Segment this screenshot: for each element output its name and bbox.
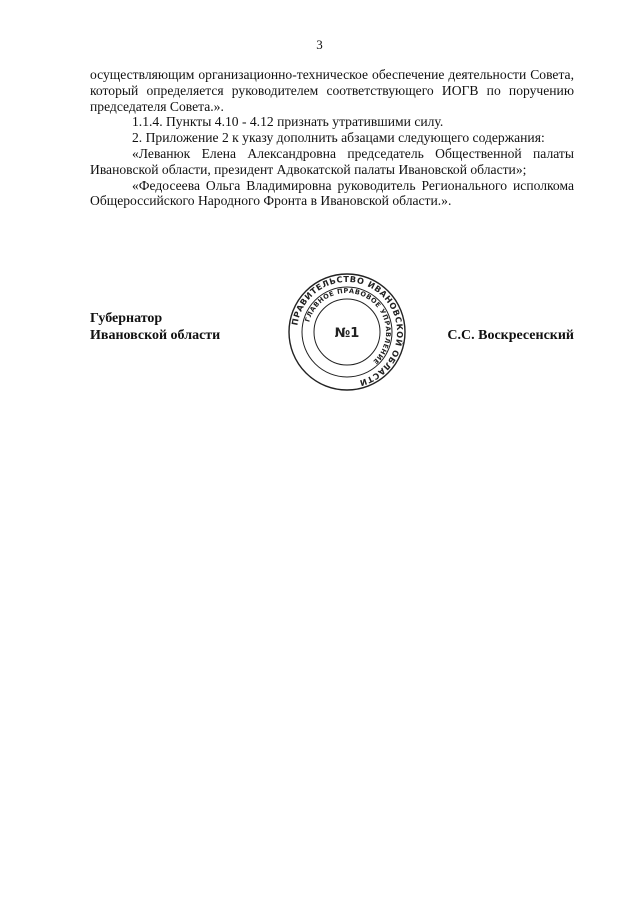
page-number: 3 (316, 37, 323, 52)
seal-inner-text: ГЛАВНОЕ ПРАВОВОЕ УПРАВЛЕНИЕ (303, 286, 393, 366)
signatory-title-line2: Ивановской области (90, 328, 221, 343)
document-body (90, 67, 574, 209)
seal-outer-text: ПРАВИТЕЛЬСТВО ИВАНОВСКОЙ ОБЛАСТИ (289, 273, 406, 389)
paragraph-fedoseeva: «Федосеева Ольга Владимировна руководитель Регионального исполкома Общероссийского Народного Фронта в Ивановской области.». (90, 177, 574, 209)
official-seal (287, 272, 407, 392)
signatory-title (90, 310, 220, 344)
paragraph-levanyuk: «Леванюк Елена Александровна председатель Общественной палаты Ивановской области, президент Адвокатской палаты Ивановской области»; (90, 145, 574, 177)
signatory-title-line1: Губернатор (90, 311, 163, 326)
seal-number: №1 (334, 326, 360, 341)
signatory-name: С.С. Воскресенский (447, 328, 574, 343)
paragraph-item-2: 2. Приложение 2 к указу дополнить абзацами следующего содержания: (132, 130, 545, 146)
paragraph-continuation: осуществляющим организационно-техническое обеспечение деятельности Совета, который определяется руководителем соответствующего ИОГВ по поручению председателя Совета.». (90, 67, 574, 114)
paragraph-item-1-1-4: 1.1.4. Пункты 4.10 - 4.12 признать утратившими силу. (132, 114, 444, 130)
